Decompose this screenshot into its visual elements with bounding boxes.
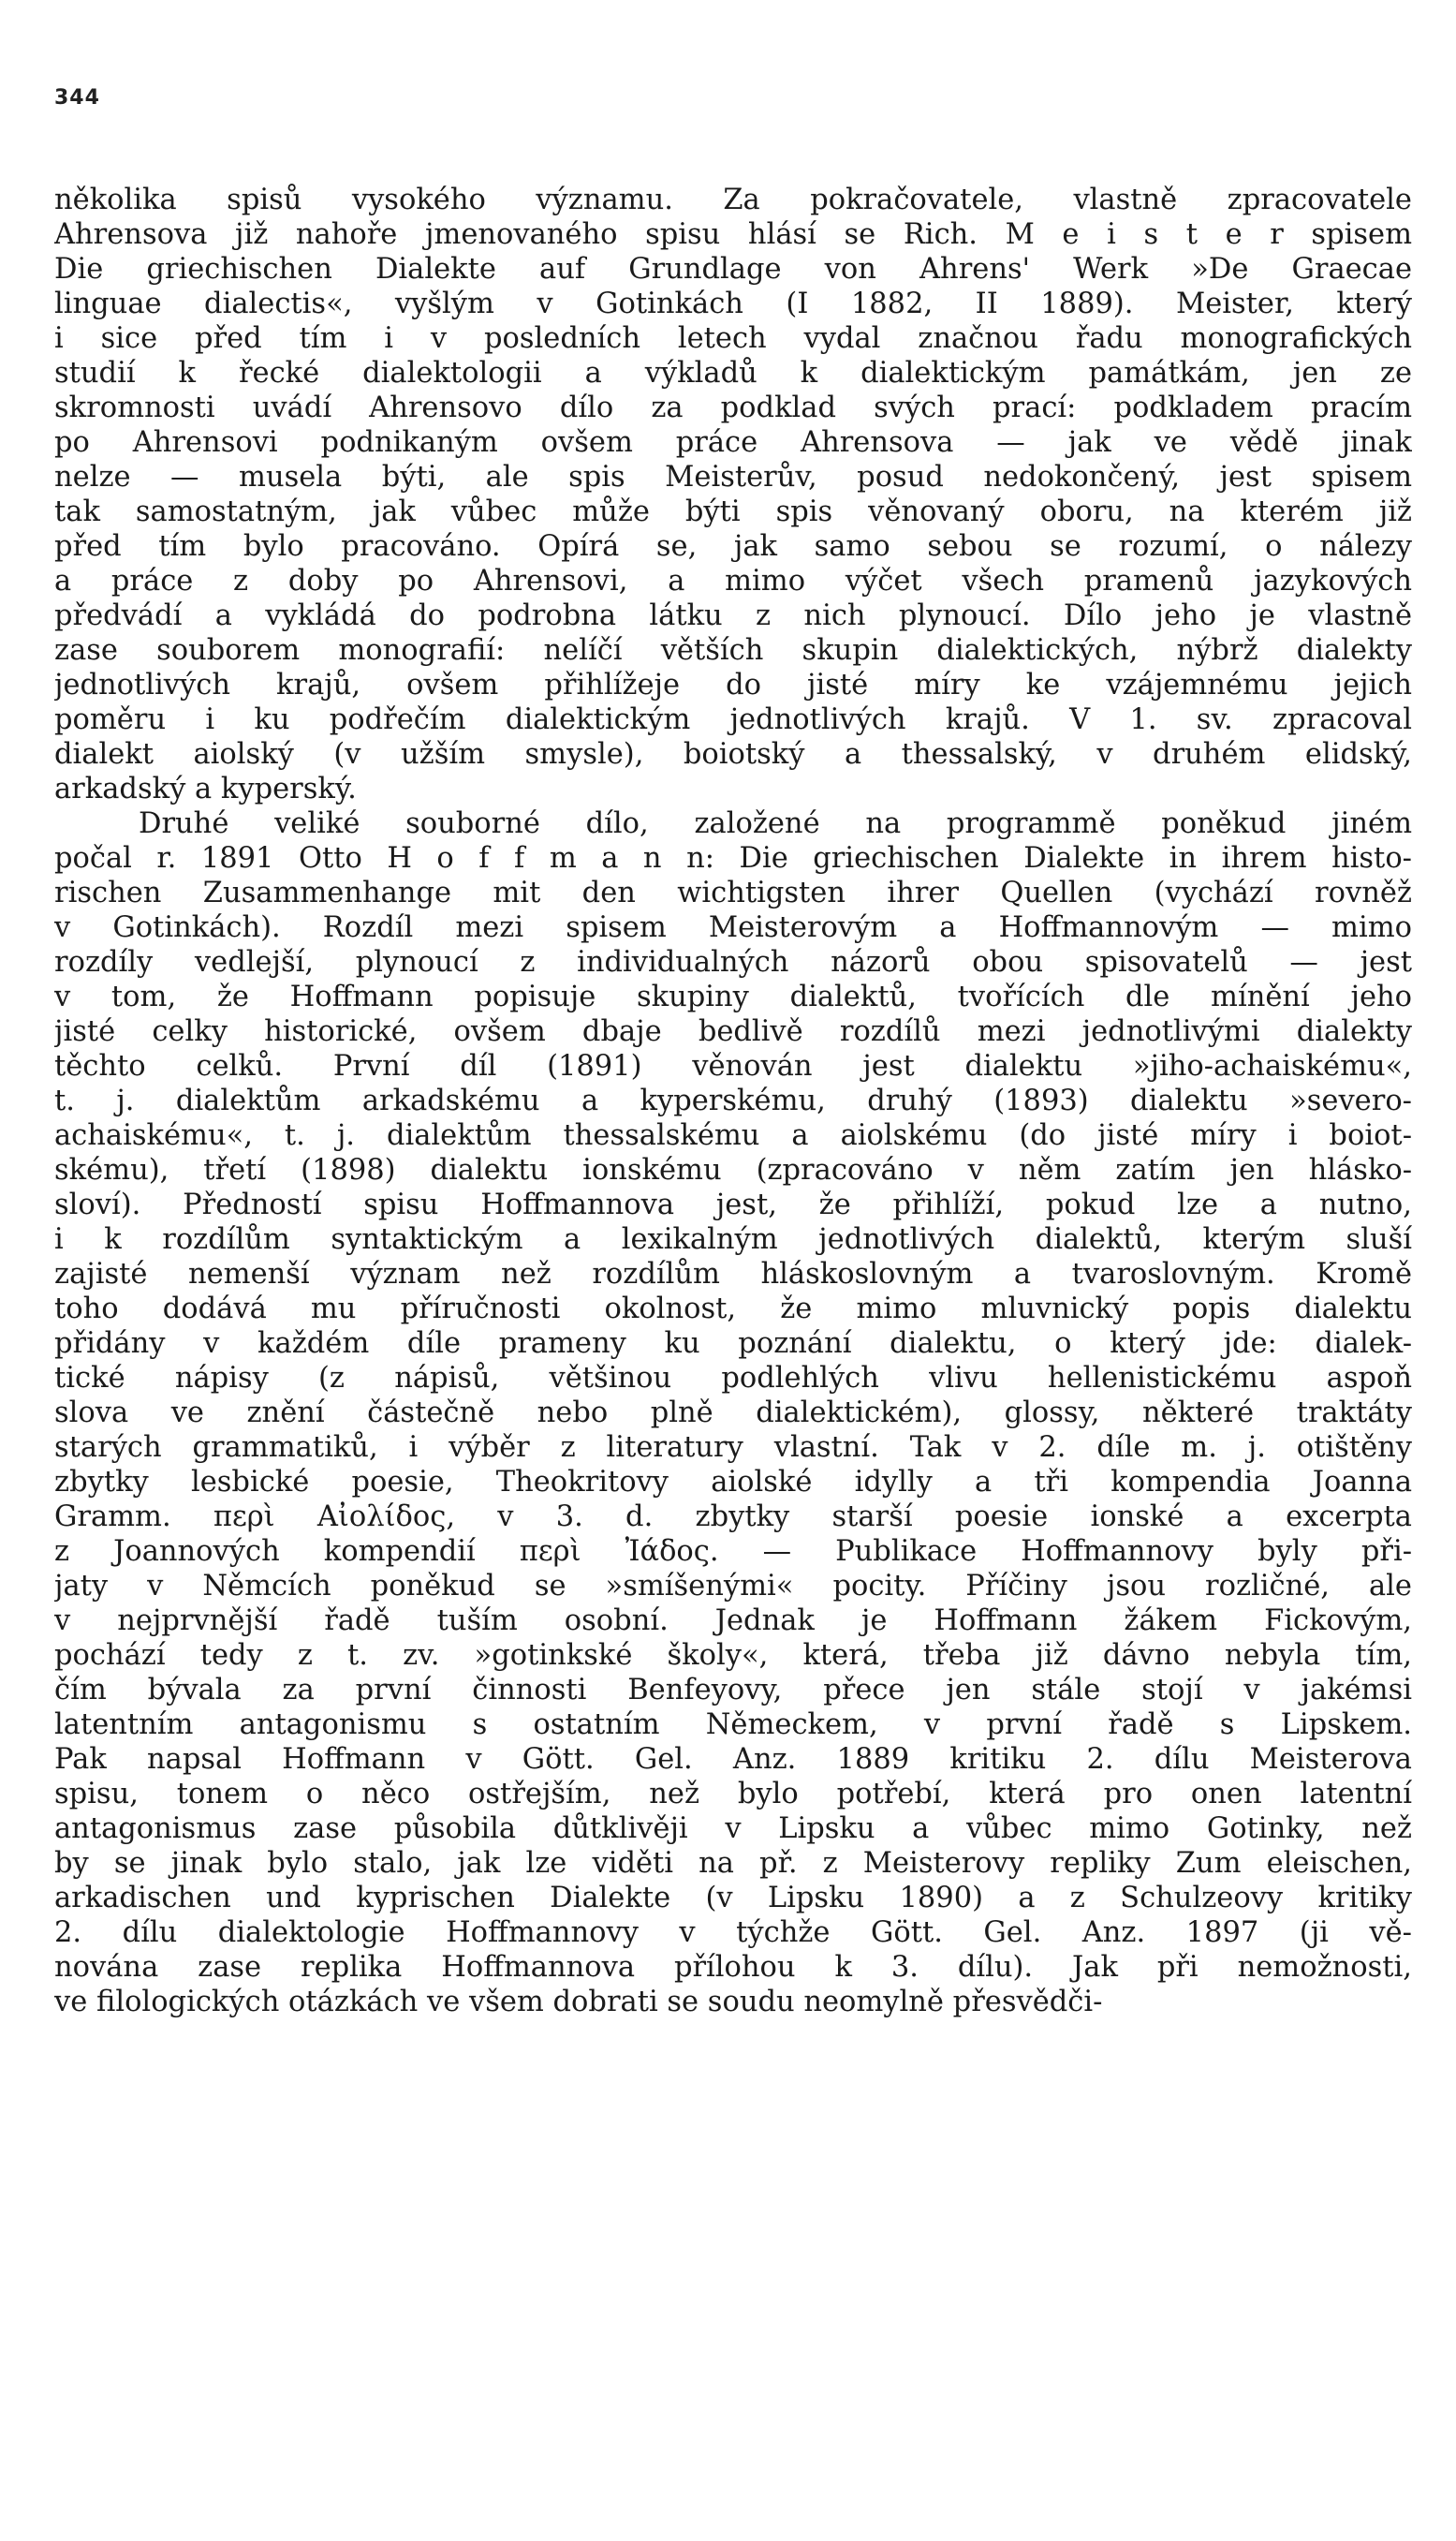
text-line: Gramm. περὶ Αἰολίδος, v 3. d. zbytky starší poesie ionské a excerpta <box>54 1500 1412 1533</box>
text-line: po Ahrensovi podnikaným ovšem práce Ahrensova — jak ve vědě jinak <box>54 426 1412 459</box>
text-line: pochází tedy z t. zv. »gotinkské školy«, která, třeba již dávno nebyla tím, <box>54 1639 1412 1672</box>
body-text <box>54 183 1412 2019</box>
text-line: Druhé veliké souborné dílo, založené na programmě poněkud jiném <box>139 807 1412 840</box>
paragraph <box>54 806 1412 2019</box>
text-line: spisu, tonem o něco ostřejším, než bylo potřebí, která pro onen latentní <box>54 1778 1412 1810</box>
text-line: z Joannových kompendií περὶ Ἰάδος. — Publikace Hoffmannovy byly při- <box>54 1535 1412 1568</box>
text-line: v Gotinkách). Rozdíl mezi spisem Meisterovým a Hoffmannovým — mimo <box>54 911 1412 944</box>
text-line: jisté celky historické, ovšem dbaje bedlivě rozdílů mezi jednotlivými dialekty <box>54 1015 1412 1048</box>
text-line: předvádí a vykládá do podrobna látku z nich plynoucí. Dílo jeho je vlastně <box>54 599 1412 632</box>
text-line: přidány v každém díle prameny ku poznání dialektu, o který jde: dialek- <box>54 1327 1412 1360</box>
text-line: několika spisů vysokého významu. Za pokračovatele, vlastně zpracovatele <box>54 184 1412 216</box>
text-line: starých grammatiků, i výběr z literatury vlastní. Tak v 2. díle m. j. otištěny <box>54 1431 1412 1464</box>
text-line: t. j. dialektům arkadskému a kyperskému, druhý (1893) dialektu »severo- <box>54 1085 1412 1117</box>
text-line: antagonismus zase působila důtklivěji v Lipsku a vůbec mimo Gotinky, než <box>54 1812 1412 1845</box>
text-line: jednotlivých krajů, ovšem přihlížeje do jisté míry ke vzájemnému jejich <box>54 669 1412 702</box>
text-line: před tím bylo pracováno. Opírá se, jak samo sebou se rozumí, o nálezy <box>54 530 1412 563</box>
text-line: i k rozdílům syntaktickým a lexikalným jednotlivých dialektů, kterým sluší <box>54 1223 1412 1256</box>
text-line: Die griechischen Dialekte auf Grundlage von Ahrens' Werk »De Graecae <box>54 253 1412 286</box>
text-line: zajisté nemenší význam než rozdílům hláskoslovným a tvaroslovným. Kromě <box>54 1258 1412 1291</box>
text-line: rischen Zusammenhange mit den wichtigsten ihrer Quellen (vychází rovněž <box>54 877 1412 909</box>
text-line: arkadský a kyperský. <box>54 773 357 805</box>
text-line: Ahrensova již nahoře jmenovaného spisu hlásí se Rich. M e i s t e r spisem <box>54 218 1412 251</box>
paragraph <box>54 183 1412 806</box>
text-line: by se jinak bylo stalo, jak lze viděti na př. z Meisterovy repliky Zum eleischen, <box>54 1847 1412 1880</box>
text-line: a práce z doby po Ahrensovi, a mimo výčet všech pramenů jazykových <box>54 565 1412 598</box>
text-line: latentním antagonismu s ostatním Německem, v první řadě s Lipskem. <box>54 1708 1412 1741</box>
text-line: těchto celků. První díl (1891) věnován jest dialektu »jiho-achaiskému«, <box>54 1050 1412 1083</box>
text-line: i sice před tím i v posledních letech vydal značnou řadu monografických <box>54 322 1412 355</box>
text-line: poměru i ku podřečím dialektickým jednotlivých krajů. V 1. sv. zpracoval <box>54 703 1412 736</box>
text-line: skromnosti uvádí Ahrensovo dílo za podklad svých prací: podkladem pracím <box>54 391 1412 424</box>
text-line: nelze — musela býti, ale spis Meisterův, posud nedokončený, jest spisem <box>54 461 1412 494</box>
page-number: 344 <box>54 86 100 110</box>
text-line: čím bývala za první činnosti Benfeyovy, přece jen stále stojí v jakémsi <box>54 1674 1412 1706</box>
text-line: linguae dialectis«, vyšlým v Gotinkách (I 1882, II 1889). Meister, který <box>54 288 1412 320</box>
text-line: tak samostatným, jak vůbec může býti spis věnovaný oboru, na kterém již <box>54 495 1412 528</box>
text-line: počal r. 1891 Otto H o f f m a n n: Die griechischen Dialekte in ihrem histo- <box>54 842 1412 875</box>
text-line: arkadischen und kyprischen Dialekte (v Lipsku 1890) a z Schulzeovy kritiky <box>54 1882 1412 1914</box>
text-line: v tom, že Hoffmann popisuje skupiny dialektů, tvořících dle mínění jeho <box>54 981 1412 1013</box>
text-line: 2. dílu dialektologie Hoffmannovy v týchže Gött. Gel. Anz. 1897 (ji vě- <box>54 1916 1412 1949</box>
text-line: nována zase replika Hoffmannova přílohou k 3. dílu). Jak při nemožnosti, <box>54 1951 1412 1984</box>
text-line: zase souborem monografií: nelíčí větších skupin dialektických, nýbrž dialekty <box>54 634 1412 667</box>
text-line: sloví). Předností spisu Hoffmannova jest, že přihlíží, pokud lze a nutno, <box>54 1189 1412 1221</box>
text-line: Pak napsal Hoffmann v Gött. Gel. Anz. 1889 kritiku 2. dílu Meisterova <box>54 1743 1412 1776</box>
text-line: tické nápisy (z nápisů, většinou podlehlých vlivu hellenistickému aspoň <box>54 1362 1412 1395</box>
text-line: zbytky lesbické poesie, Theokritovy aiolské idylly a tři kompendia Joanna <box>54 1466 1412 1499</box>
text-line: skému), třetí (1898) dialektu ionskému (zpracováno v něm zatím jen hlásko- <box>54 1154 1412 1187</box>
text-line: v nejprvnější řadě tuším osobní. Jednak je Hoffmann žákem Fickovým, <box>54 1604 1412 1637</box>
text-line: toho dodává mu příručnosti okolnost, že mimo mluvnický popis dialektu <box>54 1293 1412 1325</box>
text-line: studií k řecké dialektologii a výkladů k dialektickým památkám, jen ze <box>54 357 1412 390</box>
text-line: achaiskému«, t. j. dialektům thessalskému a aiolskému (do jisté míry i boiot- <box>54 1119 1412 1152</box>
text-line: dialekt aiolský (v užším smysle), boiotský a thessalský, v druhém elidský, <box>54 738 1412 771</box>
text-line: jaty v Němcích poněkud se »smíšenými« pocity. Příčiny jsou rozličné, ale <box>54 1570 1412 1603</box>
text-line: rozdíly vedlejší, plynoucí z individualných názorů obou spisovatelů — jest <box>54 946 1412 979</box>
text-line: slova ve znění částečně nebo plně dialektickém), glossy, některé traktáty <box>54 1396 1412 1429</box>
text-line: ve filologických otázkách ve všem dobrati se soudu neomylně přesvědči- <box>54 1986 1103 2018</box>
